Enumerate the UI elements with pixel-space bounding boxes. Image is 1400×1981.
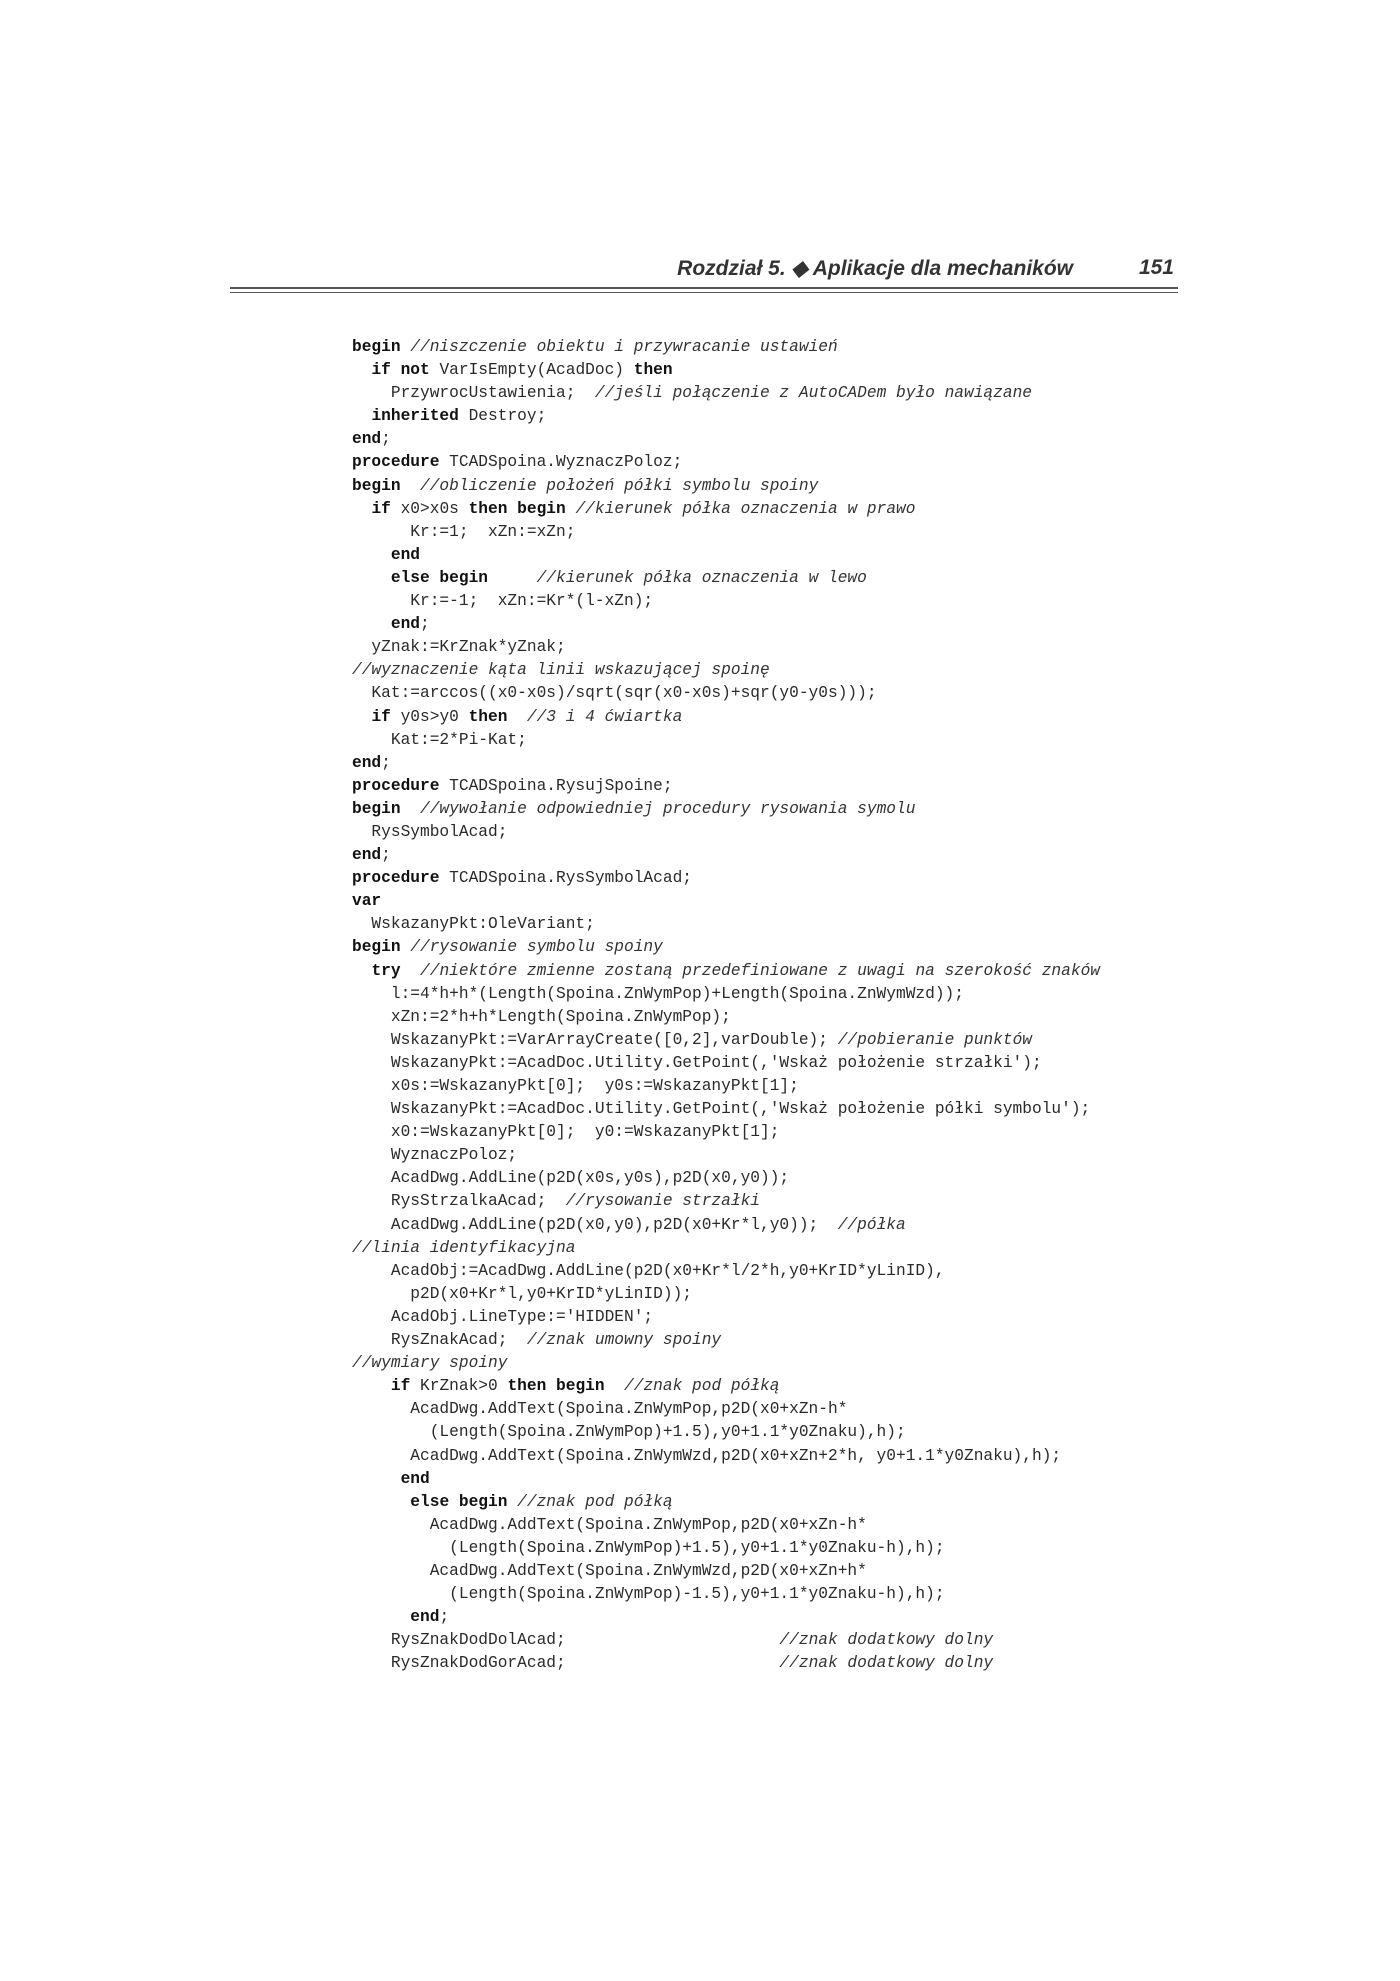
code-text: Kat:=arccos((x0-x0s)/sqrt(sqr(x0-x0s)+sqr(y0-y0s))); — [352, 684, 877, 703]
code-comment: //linia identyfikacyjna — [352, 1238, 576, 1257]
code-keyword: begin — [352, 799, 401, 818]
code-comment: //kierunek półka oznaczenia w prawo — [565, 499, 916, 518]
code-text — [352, 546, 391, 564]
code-text: x0>x0s — [390, 499, 469, 518]
code-line — [352, 1214, 1152, 1237]
code-text: ; — [420, 615, 430, 634]
code-line — [352, 960, 1152, 983]
code-line — [352, 475, 1152, 498]
code-line — [352, 1190, 1152, 1213]
code-line — [352, 336, 1152, 359]
code-text: RysZnakAcad; — [352, 1331, 527, 1350]
code-text: (Length(Spoina.ZnWymPop)+1.5),y0+1.1*y0Znaku),h); — [352, 1423, 906, 1442]
code-line — [352, 1352, 1152, 1375]
code-line — [352, 1306, 1152, 1329]
code-comment: //rysowanie symbolu spoiny — [400, 938, 663, 957]
code-keyword: end — [352, 430, 382, 449]
code-text — [352, 708, 371, 726]
code-line — [352, 706, 1152, 729]
code-keyword: if — [390, 1377, 411, 1396]
code-text: xZn:=2*h+h*Length(Spoina.ZnWymPop); — [352, 1007, 731, 1026]
code-text — [352, 569, 391, 587]
code-comment: //obliczenie położeń półki symbolu spoiny — [400, 476, 819, 495]
code-text: Destroy; — [458, 407, 547, 426]
code-keyword: procedure — [352, 776, 440, 795]
code-text: (Length(Spoina.ZnWymPop)-1.5),y0+1.1*y0Znaku-h),h); — [352, 1585, 945, 1604]
code-line — [352, 1606, 1152, 1629]
code-line — [352, 613, 1152, 636]
code-line — [352, 983, 1152, 1006]
code-keyword: then begin — [507, 1377, 605, 1396]
code-comment: //niektóre zmienne zostaną przedefiniowane z uwagi na szerokość znaków — [400, 961, 1101, 980]
code-line — [352, 1491, 1152, 1514]
code-keyword: inherited — [371, 407, 459, 426]
code-keyword: then — [633, 361, 673, 380]
code-comment: //rysowanie strzałki — [565, 1192, 761, 1211]
code-line — [352, 821, 1152, 844]
code-text: p2D(x0+Kr*l,y0+KrID*yLinID)); — [352, 1284, 692, 1303]
code-text: WskazanyPkt:=AcadDoc.Utility.GetPoint(,'Wskaż położenie strzałki'); — [352, 1053, 1042, 1072]
code-text: VarIsEmpty(AcadDoc) — [429, 361, 634, 380]
code-text: Kr:=-1; xZn:=Kr*(l-xZn); — [352, 592, 654, 611]
code-line — [352, 1329, 1152, 1352]
code-comment: //znak dodatkowy dolny — [779, 1631, 994, 1650]
code-text: Kr:=1; xZn:=xZn; — [352, 522, 576, 541]
code-comment: //znak pod półką — [604, 1377, 780, 1396]
code-keyword: end — [390, 615, 421, 634]
code-text: WskazanyPkt:=AcadDoc.Utility.GetPoint(,'Wskaż położenie półki symbolu'); — [352, 1100, 1091, 1119]
code-line — [352, 1652, 1152, 1675]
code-line — [352, 936, 1152, 959]
code-line — [352, 1375, 1152, 1398]
code-line — [352, 775, 1152, 798]
code-comment: //wymiary spoiny — [352, 1354, 508, 1373]
code-line — [352, 1121, 1152, 1144]
code-line — [352, 1075, 1152, 1098]
code-line — [352, 1468, 1152, 1491]
code-keyword: else begin — [410, 1492, 508, 1511]
code-keyword: end — [352, 753, 382, 772]
header-rule — [230, 287, 1178, 293]
code-comment: //znak dodatkowy dolny — [779, 1654, 994, 1673]
code-line — [352, 1537, 1152, 1560]
code-text: x0s:=WskazanyPkt[0]; y0s:=WskazanyPkt[1]; — [352, 1077, 799, 1095]
code-text: AcadObj.LineType:='HIDDEN'; — [352, 1307, 654, 1326]
code-text: AcadDwg.AddText(Spoina.ZnWymWzd,p2D(x0+xZn+2*h, y0+1.1*y0Znaku),h); — [352, 1446, 1062, 1465]
code-text — [352, 1608, 410, 1626]
code-comment: //niszczenie obiektu i przywracanie ustawień — [400, 338, 838, 356]
code-line — [352, 1560, 1152, 1583]
page-header — [230, 256, 1178, 286]
code-line — [352, 1583, 1152, 1606]
code-text: KrZnak>0 — [410, 1377, 508, 1396]
code-keyword: end — [410, 1608, 440, 1627]
code-text: RysSymbolAcad; — [352, 822, 508, 841]
code-keyword: end — [400, 1469, 430, 1488]
code-text — [352, 361, 371, 379]
code-text: RysZnakDodDolAcad; — [352, 1631, 780, 1650]
code-line — [352, 382, 1152, 405]
code-listing — [352, 336, 1152, 1675]
code-keyword: procedure — [352, 869, 440, 888]
page-number: 151 — [1138, 256, 1174, 279]
code-text — [352, 962, 371, 980]
code-keyword: procedure — [352, 453, 440, 472]
code-keyword: then — [468, 707, 508, 726]
code-keyword: if not — [371, 361, 430, 380]
code-comment: //pobieranie punktów — [837, 1030, 1033, 1049]
code-line — [352, 451, 1152, 474]
code-text: AcadDwg.AddLine(p2D(x0s,y0s),p2D(x0,y0)); — [352, 1169, 790, 1188]
code-line — [352, 1237, 1152, 1260]
code-keyword: begin — [352, 938, 401, 957]
code-text: RysZnakDodGorAcad; — [352, 1654, 780, 1673]
code-text: ; — [381, 846, 391, 865]
code-line — [352, 1006, 1152, 1029]
code-text: AcadDwg.AddLine(p2D(x0,y0),p2D(x0+Kr*l,y0)); — [352, 1215, 838, 1234]
code-line — [352, 359, 1152, 382]
code-keyword: end — [352, 846, 382, 865]
chapter-title: Rozdział 5. ◆ Aplikacje dla mechaników — [677, 257, 1073, 280]
code-text: AcadDwg.AddText(Spoina.ZnWymPop,p2D(x0+xZn-h* — [352, 1515, 867, 1534]
code-line — [352, 428, 1152, 451]
code-text — [352, 407, 371, 425]
code-text: x0:=WskazanyPkt[0]; y0:=WskazanyPkt[1]; — [352, 1123, 780, 1142]
code-comment: //półka — [837, 1215, 906, 1234]
code-text: TCADSpoina.RysujSpoine; — [439, 776, 673, 795]
code-comment: //jeśli połączenie z AutoCADem było nawiązane — [594, 384, 1032, 403]
code-comment: //wywołanie odpowiedniej procedury rysowania symolu — [400, 799, 916, 818]
code-line — [352, 405, 1152, 428]
code-line — [352, 1167, 1152, 1190]
code-text: WyznaczPoloz; — [352, 1146, 518, 1165]
code-text — [352, 1470, 401, 1488]
code-line — [352, 1398, 1152, 1421]
code-line — [352, 636, 1152, 659]
code-keyword: end — [390, 545, 421, 564]
code-text: y0s>y0 — [390, 707, 469, 726]
code-text: AcadObj:=AcadDwg.AddLine(p2D(x0+Kr*l/2*h,y0+KrID*yLinID), — [352, 1261, 945, 1280]
code-keyword: else begin — [390, 568, 489, 587]
code-line — [352, 1052, 1152, 1075]
code-text: WskazanyPkt:=VarArrayCreate([0,2],varDouble); — [352, 1030, 838, 1049]
code-comment: //kierunek półka oznaczenia w lewo — [488, 568, 867, 587]
code-line — [352, 567, 1152, 590]
code-text: TCADSpoina.RysSymbolAcad; — [439, 869, 693, 888]
code-comment: //znak pod półką — [507, 1492, 673, 1511]
code-comment: //wyznaczenie kąta linii wskazującej spoinę — [352, 661, 770, 680]
code-line — [352, 729, 1152, 752]
code-line — [352, 867, 1152, 890]
code-line — [352, 1144, 1152, 1167]
code-text — [352, 500, 371, 518]
code-line — [352, 1029, 1152, 1052]
code-comment: //znak umowny spoiny — [526, 1331, 722, 1350]
code-line — [352, 752, 1152, 775]
code-keyword: begin — [352, 476, 401, 495]
code-text: PrzywrocUstawienia; — [352, 384, 595, 403]
code-text: AcadDwg.AddText(Spoina.ZnWymWzd,p2D(x0+xZn+h* — [352, 1561, 867, 1580]
code-keyword: var — [352, 892, 382, 911]
code-line — [352, 1445, 1152, 1468]
code-text — [352, 615, 391, 633]
code-line — [352, 798, 1152, 821]
code-line — [352, 682, 1152, 705]
code-line — [352, 844, 1152, 867]
code-text — [352, 1377, 391, 1395]
code-text — [352, 1493, 410, 1511]
code-line — [352, 498, 1152, 521]
code-text: RysStrzalkaAcad; — [352, 1192, 566, 1211]
code-line — [352, 590, 1152, 613]
code-line — [352, 1098, 1152, 1121]
code-text: l:=4*h+h*(Length(Spoina.ZnWymPop)+Length(Spoina.ZnWymWzd)); — [352, 984, 964, 1003]
code-text: yZnak:=KrZnak*yZnak; — [352, 638, 566, 657]
code-keyword: if — [371, 499, 391, 518]
code-text: ; — [381, 430, 391, 449]
code-line — [352, 544, 1152, 567]
code-line — [352, 890, 1152, 913]
code-line — [352, 913, 1152, 936]
code-keyword: try — [371, 961, 401, 980]
code-line — [352, 1421, 1152, 1444]
code-text: WskazanyPkt:OleVariant; — [352, 915, 595, 934]
code-line — [352, 1283, 1152, 1306]
code-text: TCADSpoina.WyznaczPoloz; — [439, 453, 683, 472]
code-text: ; — [381, 753, 391, 772]
code-keyword: then begin — [468, 499, 566, 518]
code-text: AcadDwg.AddText(Spoina.ZnWymPop,p2D(x0+xZn-h* — [352, 1400, 848, 1419]
code-line — [352, 521, 1152, 544]
code-text: ; — [439, 1608, 450, 1627]
code-line — [352, 1629, 1152, 1652]
code-keyword: if — [371, 707, 391, 726]
code-text: Kat:=2*Pi-Kat; — [352, 730, 527, 749]
code-line — [352, 1514, 1152, 1537]
code-text: (Length(Spoina.ZnWymPop)+1.5),y0+1.1*y0Znaku-h),h); — [352, 1538, 945, 1557]
code-line — [352, 1260, 1152, 1283]
code-comment: //3 i 4 ćwiartka — [507, 707, 683, 726]
code-line — [352, 659, 1152, 682]
code-keyword: begin — [352, 338, 401, 356]
